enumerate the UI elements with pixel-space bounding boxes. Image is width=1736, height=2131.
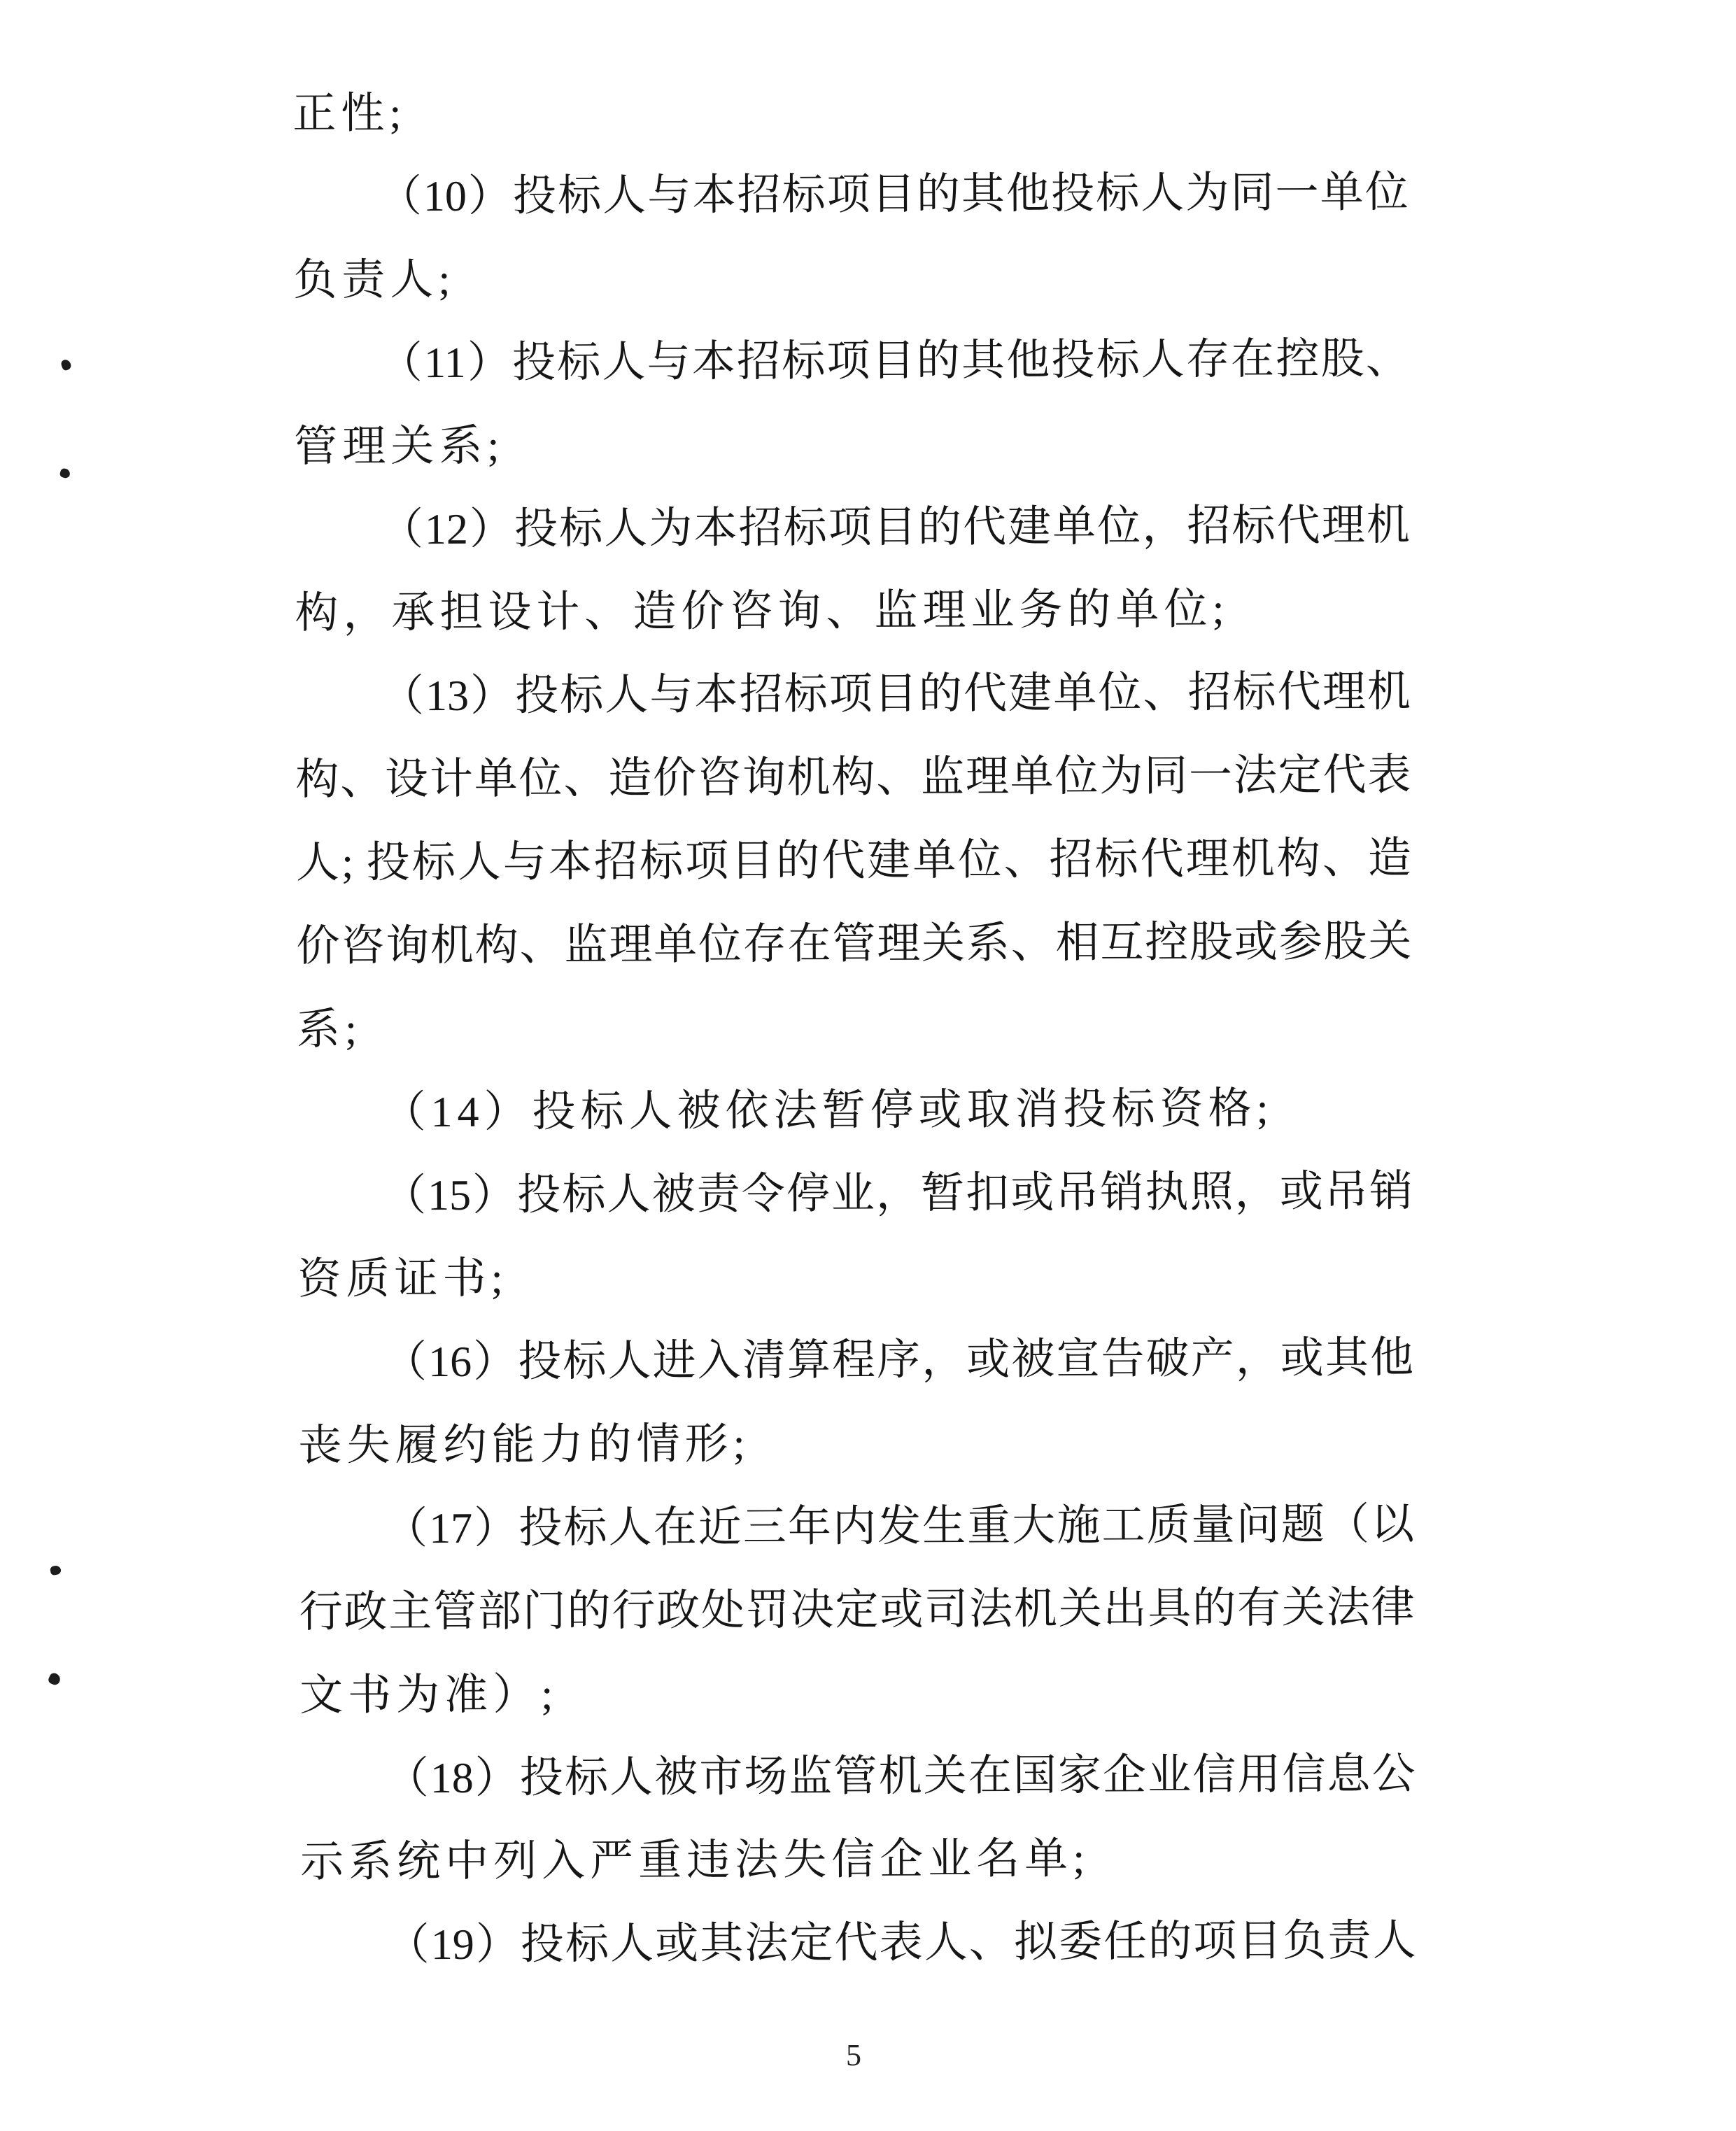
text-line: （18）投标人被市场监管机关在国家企业信用信息公 <box>385 1750 1416 1803</box>
text-line: （10）投标人与本招标项目的其他投标人为同一单位 <box>378 169 1409 221</box>
scan-ink-speck <box>50 1565 62 1576</box>
text-line: 丧失履约能力的情形; <box>298 1420 750 1470</box>
text-line: （13）投标人与本招标项目的代建单位、招标代理机 <box>380 668 1411 721</box>
text-line: 正性; <box>292 90 407 138</box>
text-line: 资质证书; <box>297 1254 508 1303</box>
text-line: 人; 投标人与本招标项目的代建单位、招标代理机构、造 <box>295 835 1412 887</box>
text-line: （14）投标人被依法暂停或取消投标资格; <box>382 1084 1273 1137</box>
scan-ink-speck <box>59 467 71 479</box>
text-line: 构、设计单位、造价咨询机构、监理单位为同一法定代表 <box>295 751 1411 804</box>
text-line: （12）投标人为本招标项目的代建单位，招标代理机 <box>379 502 1410 554</box>
scan-ink-speck <box>47 1671 62 1686</box>
page-number: 5 <box>846 2038 861 2072</box>
text-block <box>292 68 1416 1988</box>
text-line: 价咨询机构、监理单位存在管理关系、相互控股或参股关 <box>296 918 1412 970</box>
text-line: 构，承担设计、造价咨询、监理业务的单位; <box>295 586 1229 637</box>
text-line: （11）投标人与本招标项目的其他投标人存在控股、 <box>379 335 1409 388</box>
scan-ink-speck <box>60 358 72 371</box>
text-line: （16）投标人进入清算程序，或被宣告破产，或其他 <box>383 1334 1414 1387</box>
text-line: 示系统中列入严重违法失信企业名单; <box>300 1835 1090 1886</box>
text-line: 行政主管部门的行政处罚决定或司法机关出具的有关法律 <box>299 1584 1415 1636</box>
text-line: 管理关系; <box>294 422 504 471</box>
text-line: 系; <box>296 1005 362 1054</box>
text-line: （19）投标人或其法定代表人、拟委任的项目负责人 <box>386 1917 1416 1969</box>
text-line: 负责人; <box>293 255 456 304</box>
text-line: （17）投标人在近三年内发生重大施工质量问题（以 <box>383 1501 1415 1553</box>
text-line: 文书为准）; <box>299 1671 558 1720</box>
text-line: （15）投标人被责令停业，暂扣或吊销执照，或吊销 <box>382 1168 1413 1220</box>
